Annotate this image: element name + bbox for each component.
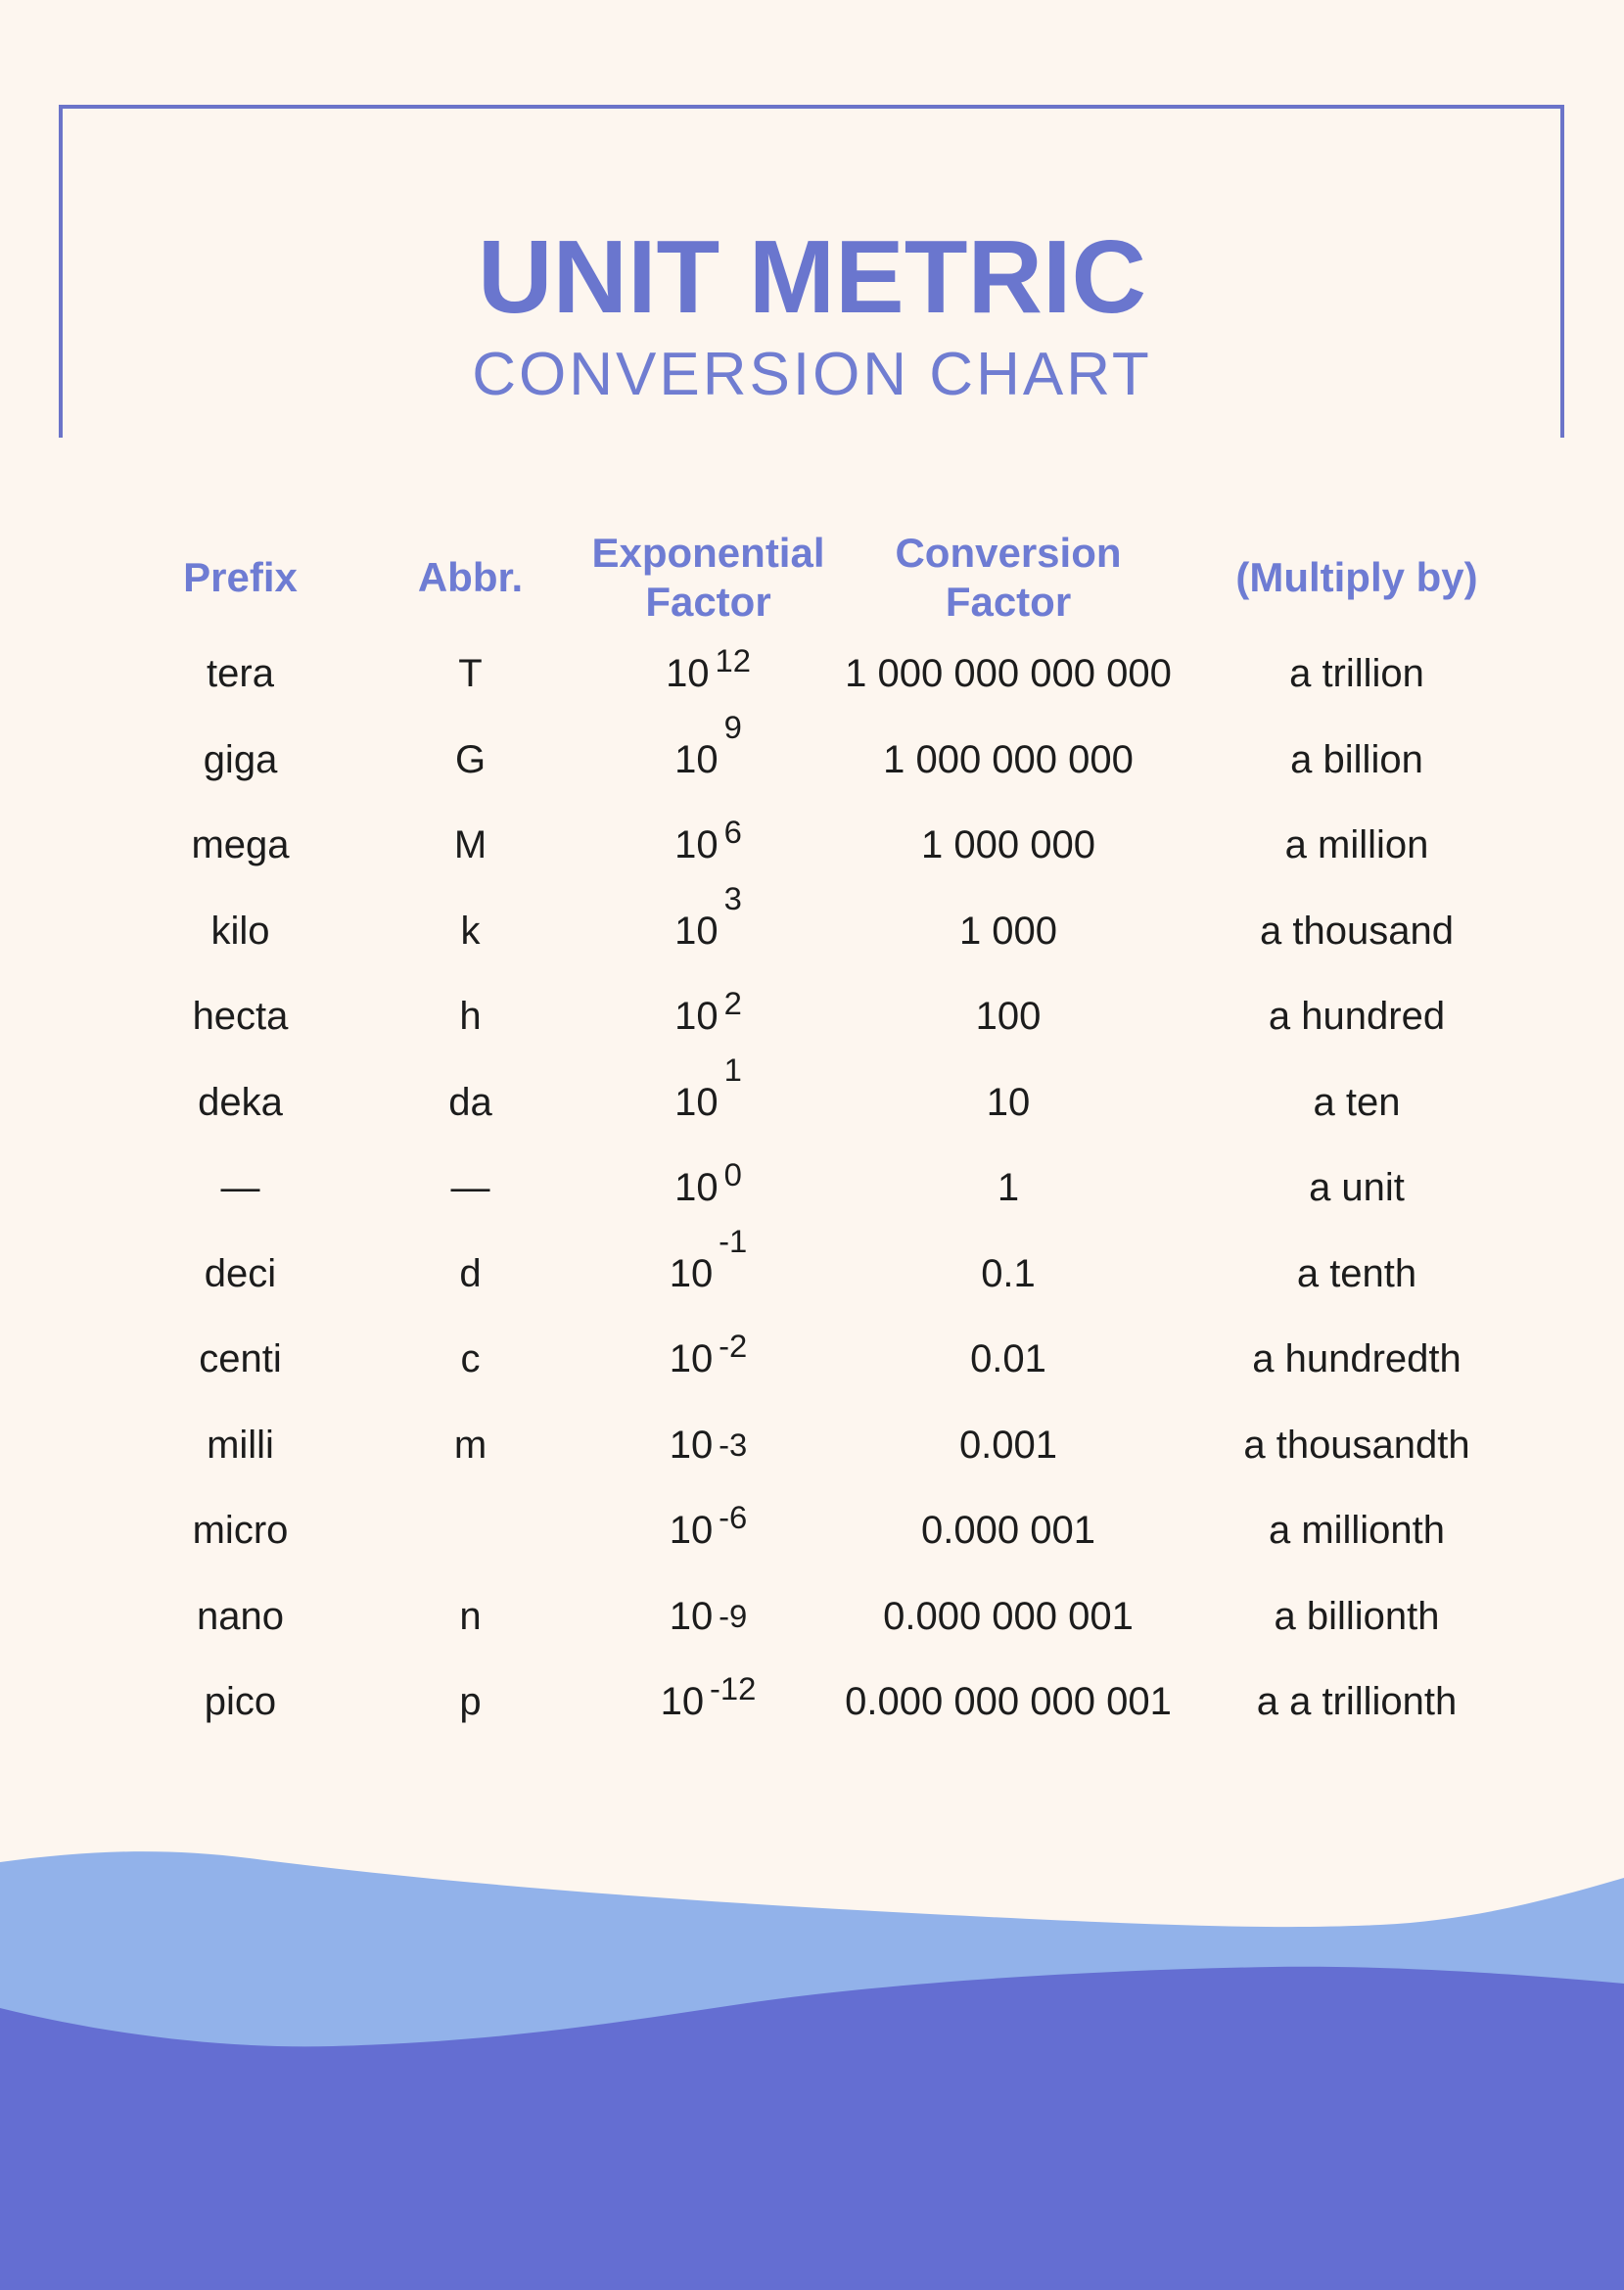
- exp-superscript: 1: [723, 1052, 742, 1089]
- table-row: [117, 1659, 1536, 1746]
- exp-superscript: 9: [723, 709, 742, 746]
- exp-base: 10: [669, 1251, 714, 1295]
- exp-superscript: 0: [723, 1155, 742, 1192]
- table-row: [117, 1145, 1536, 1232]
- exp-superscript: 2: [723, 984, 742, 1021]
- prefix-cell: giga: [203, 737, 278, 781]
- page-subtitle: CONVERSION CHART: [472, 341, 1152, 408]
- table-row: [117, 1052, 1536, 1146]
- multiply-cell: a unit: [1309, 1166, 1405, 1210]
- abbr-cell: G: [454, 737, 487, 781]
- prefix-cell: pico: [204, 1680, 277, 1724]
- exponential-value: [674, 709, 742, 782]
- table-row: [117, 709, 1536, 804]
- exp-superscript: -9: [719, 1597, 748, 1634]
- table-header-row: [117, 524, 1536, 631]
- abbr-cell: h: [459, 995, 482, 1039]
- exponential-cell: [578, 1488, 839, 1574]
- exponential-cell: [578, 974, 839, 1060]
- exp-base: 10: [674, 823, 719, 867]
- exp-superscript: 12: [715, 641, 751, 678]
- conversion-table: [0, 524, 1624, 1746]
- table-body: [117, 631, 1536, 1746]
- exponential-cell: [578, 631, 839, 718]
- prefix-cell: deka: [198, 1080, 283, 1124]
- exponential-value: [674, 813, 742, 867]
- abbr-cell: p: [459, 1680, 482, 1724]
- exponential-value: [669, 1327, 748, 1381]
- exp-base: 10: [660, 1680, 705, 1724]
- abbr-cell: c: [460, 1337, 481, 1381]
- exponential-value: [674, 1052, 742, 1125]
- exponential-value: [660, 1669, 757, 1724]
- prefix-cell: deci: [204, 1251, 277, 1295]
- abbr-cell: m: [453, 1423, 487, 1467]
- conversion-cell: 1 000 000: [921, 823, 1095, 867]
- prefix-cell: hecta: [192, 995, 289, 1039]
- exponential-value: [670, 1595, 748, 1639]
- header-prefix: Prefix: [183, 554, 298, 601]
- exp-superscript: -6: [719, 1498, 748, 1535]
- conversion-cell: 1 000 000 000: [883, 737, 1134, 781]
- exponential-cell: [578, 880, 839, 975]
- exp-base: 10: [674, 737, 719, 781]
- exponential-cell: [578, 1659, 839, 1746]
- conversion-cell: 10: [986, 1080, 1031, 1124]
- exponential-cell: [578, 709, 839, 804]
- multiply-cell: a billionth: [1274, 1594, 1440, 1638]
- exponential-cell: [578, 1145, 839, 1232]
- multiply-cell: a millionth: [1268, 1509, 1446, 1553]
- exponential-value: [669, 1498, 748, 1553]
- abbr-cell: da: [448, 1080, 492, 1124]
- conversion-cell: 0.000 000 001: [883, 1594, 1134, 1638]
- exponential-value: [674, 984, 742, 1039]
- page-title: UNIT METRIC: [477, 219, 1147, 335]
- exponential-value: [674, 880, 742, 954]
- exponential-cell: [578, 1574, 839, 1660]
- conversion-cell: 1 000: [958, 909, 1058, 953]
- multiply-cell: a thousand: [1260, 909, 1454, 953]
- exp-base: 10: [674, 995, 719, 1039]
- prefix-cell: kilo: [210, 909, 270, 953]
- exponential-value: [674, 1155, 742, 1210]
- multiply-cell: a ten: [1313, 1080, 1401, 1124]
- exp-base: 10: [669, 1423, 714, 1467]
- exponential-cell: [578, 803, 839, 889]
- exp-base: 10: [666, 652, 710, 696]
- exponential-value: [666, 641, 751, 696]
- header-conversion-factor: Conversion Factor: [895, 530, 1122, 625]
- table-row: [117, 1488, 1536, 1574]
- prefix-cell: tera: [207, 652, 274, 696]
- conversion-cell: 1: [997, 1166, 1020, 1210]
- prefix-cell: centi: [199, 1337, 282, 1381]
- exp-base: 10: [674, 1080, 719, 1124]
- prefix-cell: mega: [191, 823, 290, 867]
- exponential-value: [669, 1223, 748, 1296]
- conversion-cell: 0.000 000 000 001: [845, 1680, 1172, 1724]
- conversion-cell: 0.000 001: [921, 1509, 1095, 1553]
- prefix-cell: milli: [207, 1423, 274, 1467]
- prefix-cell: micro: [192, 1509, 289, 1553]
- header-exponential-factor: Exponential Factor: [591, 530, 825, 625]
- multiply-cell: a tenth: [1296, 1251, 1417, 1295]
- exp-superscript: -3: [719, 1425, 748, 1463]
- conversion-cell: 0.01: [970, 1337, 1046, 1381]
- table-row: [117, 880, 1536, 975]
- conversion-cell: 0.001: [958, 1423, 1058, 1467]
- multiply-cell: a billion: [1290, 737, 1423, 781]
- header-abbr: Abbr.: [417, 554, 524, 601]
- table-row: [117, 1574, 1536, 1660]
- exp-base: 10: [674, 909, 719, 953]
- exp-base: 10: [669, 1509, 714, 1553]
- exponential-cell: [578, 1403, 839, 1489]
- table-row: [117, 1317, 1536, 1403]
- exponential-cell: [578, 1223, 839, 1318]
- table-row: [117, 803, 1536, 889]
- exp-superscript: -2: [719, 1327, 748, 1364]
- abbr-cell: k: [460, 909, 481, 953]
- exp-superscript: -1: [719, 1223, 748, 1260]
- exp-base: 10: [669, 1337, 714, 1381]
- abbr-cell: M: [453, 823, 487, 867]
- multiply-cell: a trillion: [1289, 652, 1424, 696]
- multiply-cell: a million: [1284, 823, 1429, 867]
- table-row: [117, 631, 1536, 718]
- prefix-cell: —: [220, 1166, 260, 1210]
- conversion-cell: 0.1: [981, 1251, 1036, 1295]
- table-row: [117, 1403, 1536, 1489]
- exponential-cell: [578, 1052, 839, 1146]
- multiply-cell: a thousandth: [1243, 1423, 1470, 1467]
- exp-base: 10: [669, 1594, 714, 1638]
- prefix-cell: nano: [197, 1594, 284, 1638]
- table-row: [117, 1223, 1536, 1318]
- exponential-value: [670, 1424, 748, 1468]
- exp-base: 10: [674, 1166, 719, 1210]
- table-row: [117, 974, 1536, 1060]
- abbr-cell: —: [450, 1166, 490, 1210]
- abbr-cell: n: [459, 1594, 482, 1638]
- exp-superscript: -12: [709, 1669, 757, 1706]
- conversion-cell: 1 000 000 000 000: [845, 652, 1172, 696]
- multiply-cell: a a trillionth: [1256, 1680, 1458, 1724]
- header-multiply-by: (Multiply by): [1235, 554, 1478, 601]
- exp-superscript: 3: [723, 880, 742, 917]
- bottom-wave-decoration: [0, 1811, 1624, 2290]
- abbr-cell: [363, 1488, 578, 1574]
- abbr-cell: T: [458, 652, 483, 696]
- exp-superscript: 6: [723, 813, 742, 850]
- multiply-cell: a hundredth: [1252, 1337, 1462, 1381]
- multiply-cell: a hundred: [1268, 995, 1446, 1039]
- abbr-cell: d: [459, 1251, 482, 1295]
- conversion-cell: 100: [975, 995, 1042, 1039]
- exponential-cell: [578, 1317, 839, 1403]
